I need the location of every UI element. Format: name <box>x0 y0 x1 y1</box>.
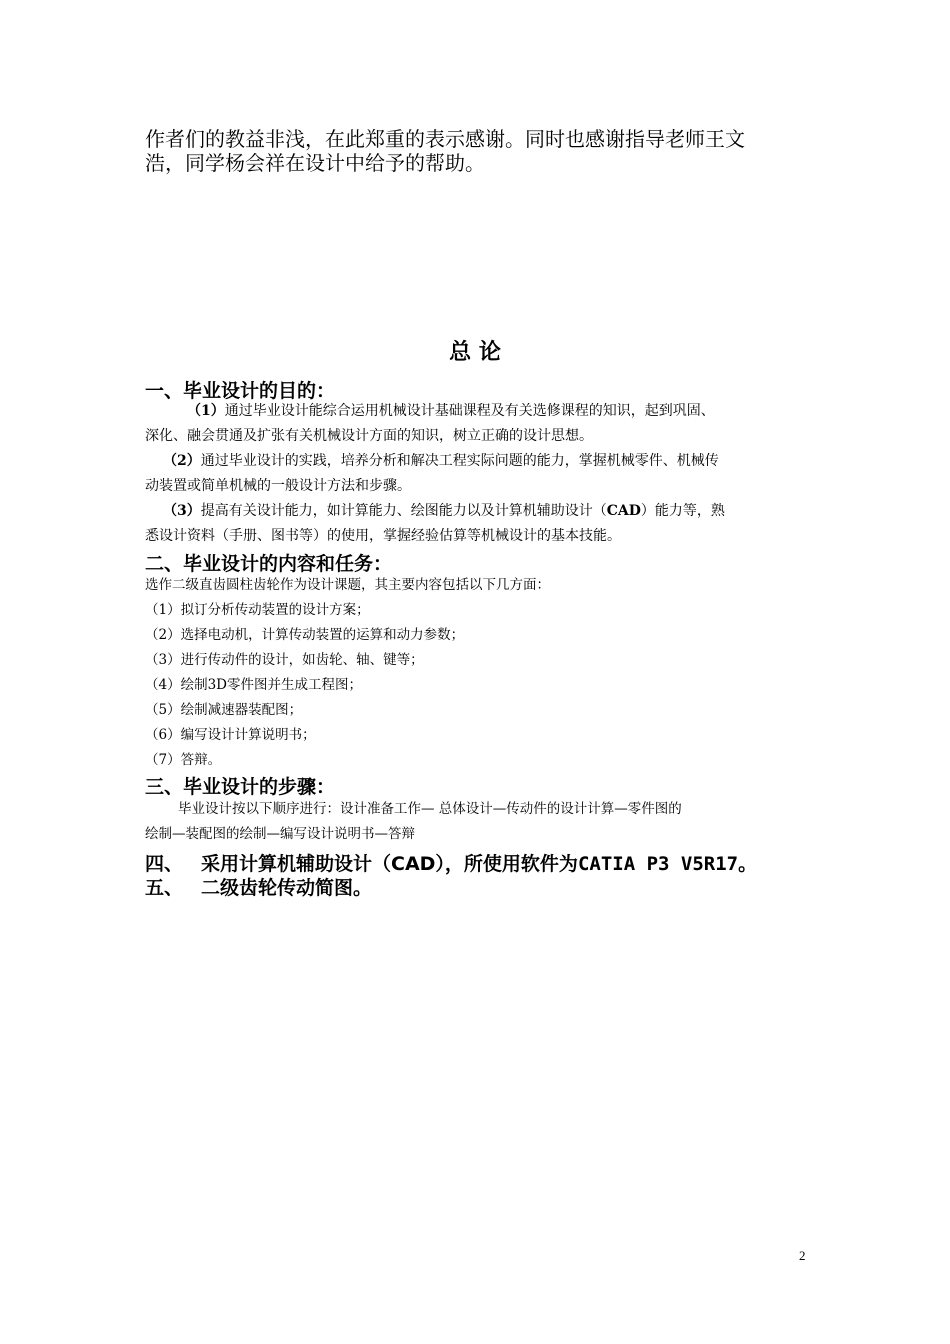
section1-heading: 一、毕业设计的目的： <box>145 380 336 402</box>
section4-text-a: 采用计算机辅助设计（CAD），所使用软件为 <box>201 853 578 875</box>
section2-item: （4）绘制3D零件图并生成工程图； <box>145 677 363 693</box>
section1-item2-line1 <box>163 452 719 470</box>
section2-heading: 二、毕业设计的内容和任务： <box>145 553 393 575</box>
intro-line-2: 浩，同学杨会祥在设计中给予的帮助。 <box>145 151 485 175</box>
section1-item1-num: （1） <box>187 403 225 419</box>
section2-item: （1）拟订分析传动装置的设计方案； <box>145 602 370 618</box>
page-title: 总 论 <box>449 340 501 365</box>
section2-item: （3）进行传动件的设计，如齿轮、轴、键等； <box>145 652 424 668</box>
intro-line-1: 作者们的教益非浅，在此郑重的表示感谢。同时也感谢指导老师王文 <box>145 127 745 151</box>
section4-software: CATIA P3 V5R17 <box>577 853 739 875</box>
section4-text-b: 。 <box>738 853 758 875</box>
section2-item: （6）编写设计计算说明书； <box>145 727 316 743</box>
section2-intro: 选作二级直齿圆柱齿轮作为设计课题，其主要内容包括以下几方面： <box>145 577 550 593</box>
section3-line1: 毕业设计按以下顺序进行：设计准备工作— 总体设计—传动件的设计计算—零件图的 <box>178 801 682 817</box>
section1-item1-text1: 通过毕业设计能综合运用机械设计基础课程及有关选修课程的知识，起到巩固、 <box>224 403 715 419</box>
section5-line <box>145 873 372 900</box>
section1-item3-line1 <box>163 502 725 520</box>
page-number: 2 <box>799 1248 806 1263</box>
section1-item2-line2: 动装置或简单机械的一般设计方法和步骤。 <box>145 478 411 494</box>
section1-item3-line2: 悉设计资料（手册、图书等）的使用，掌握经验估算等机械设计的基本技能。 <box>145 528 621 544</box>
section4-num: 四、 <box>145 853 184 875</box>
section2-item: （5）绘制减速器装配图； <box>145 702 303 718</box>
section1-item3-text1b: ）能力等，熟 <box>640 503 725 519</box>
section4-line <box>145 849 757 876</box>
section1-item3-num: （3） <box>163 503 201 519</box>
section2-item: （2）选择电动机，计算传动装置的运算和动力参数； <box>145 627 465 643</box>
section1-item3-cad: CAD <box>606 503 641 519</box>
section5-text: 二级齿轮传动简图。 <box>201 877 373 899</box>
section3-heading: 三、毕业设计的步骤： <box>145 776 336 798</box>
section3-line2: 绘制—装配图的绘制—编写设计说明书—答辩 <box>145 826 415 842</box>
section1-item1-line2: 深化、融会贯通及扩张有关机械设计方面的知识，树立正确的设计思想。 <box>145 428 593 444</box>
section1-item2-num: （2） <box>163 453 201 469</box>
section1-item1-line1 <box>187 402 715 420</box>
section2-item: （7）答辩。 <box>145 752 222 768</box>
section1-item3-text1a: 提高有关设计能力，如计算能力、绘图能力以及计算机辅助设计（ <box>200 503 607 519</box>
section5-num: 五、 <box>145 877 184 899</box>
section1-item2-text1: 通过毕业设计的实践，培养分析和解决工程实际问题的能力，掌握机械零件、机械传 <box>200 453 719 469</box>
